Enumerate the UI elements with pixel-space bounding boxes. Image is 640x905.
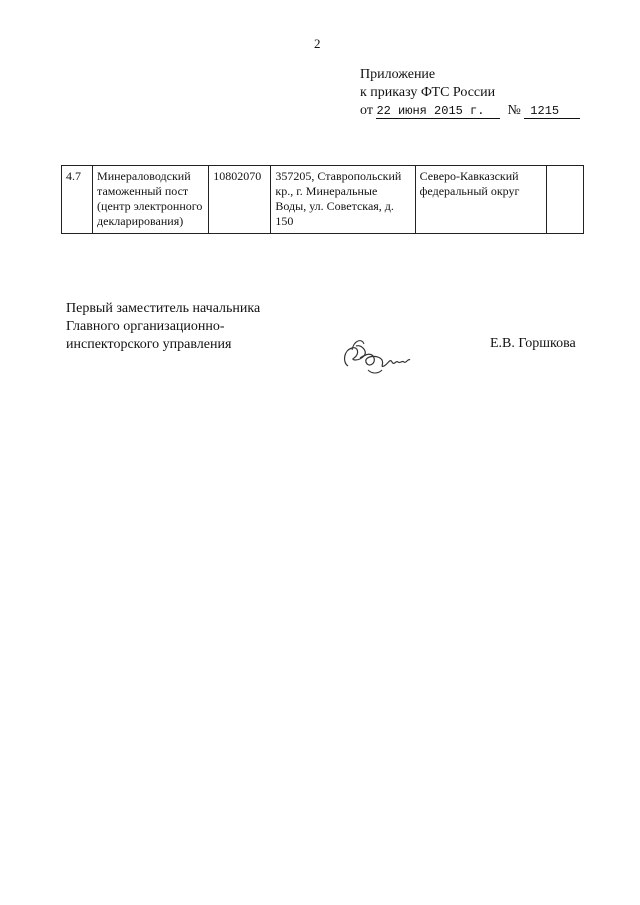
empty-cell bbox=[546, 166, 583, 234]
federal-district: Северо-Кавказский федеральный округ bbox=[415, 166, 546, 234]
post-address: 357205, Ставропольский кр., г. Минеральные Воды, ул. Советская, д. 150 bbox=[271, 166, 415, 234]
position-line-1: Первый заместитель начальника bbox=[66, 301, 261, 316]
position-line-2: Главного организационно- bbox=[66, 319, 225, 334]
appendix-date-line bbox=[360, 102, 580, 120]
order-date: 22 июня 2015 г. bbox=[376, 104, 500, 119]
customs-post-table bbox=[61, 165, 584, 234]
number-prefix: № bbox=[507, 103, 521, 118]
signatory-position bbox=[66, 300, 260, 354]
date-prefix: от bbox=[360, 103, 373, 118]
table-row bbox=[62, 166, 584, 234]
appendix-title: Приложение bbox=[360, 67, 436, 82]
page-number: 2 bbox=[314, 36, 321, 51]
row-index: 4.7 bbox=[62, 166, 93, 234]
post-name: Минераловодский таможенный пост (центр электронного декларирования) bbox=[93, 166, 209, 234]
appendix-header bbox=[360, 66, 580, 120]
position-line-3: инспекторского управления bbox=[66, 337, 232, 352]
post-code: 10802070 bbox=[209, 166, 271, 234]
handwritten-signature bbox=[338, 332, 418, 380]
signatory-name: Е.В. Горшкова bbox=[490, 336, 576, 351]
appendix-order-ref: к приказу ФТС России bbox=[360, 85, 496, 100]
order-number: 1215 bbox=[524, 104, 580, 119]
